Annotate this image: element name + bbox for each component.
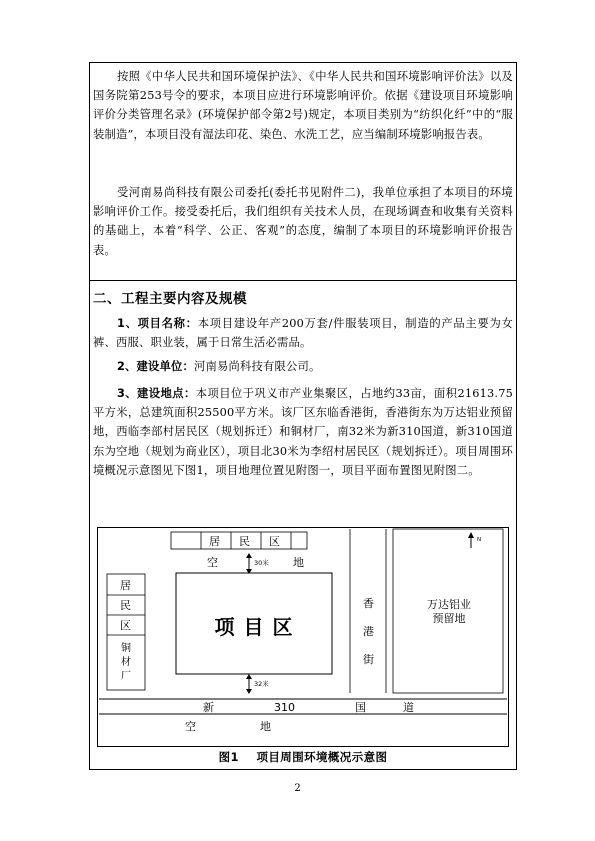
south-open-land-char-2: 地 [260, 720, 271, 733]
north-residential-char-2: 民 [239, 535, 250, 548]
copper-plant-char-3: 厂 [121, 671, 131, 682]
wanda-label-line-2: 预留地 [432, 612, 466, 625]
item-builder-text: 河南易尚科技有限公司。 [194, 360, 321, 373]
item-project-name-label: 1、项目名称： [117, 317, 198, 330]
road-char-1: 新 [203, 701, 214, 714]
north-open-land-char-2: 地 [293, 556, 305, 569]
copper-plant-char-1: 铜 [121, 643, 131, 654]
road-char-3: 国 [355, 701, 366, 714]
north-arrow-label: N [477, 537, 482, 543]
street-char-2: 港 [363, 625, 374, 638]
wanda-reserved-land-block [393, 529, 503, 693]
north-open-land-char-1: 空 [207, 556, 219, 569]
item-builder [93, 357, 513, 376]
west-residential-char-3: 区 [120, 619, 131, 632]
item-location-text: 本项目位于巩义市产业集聚区，占地约33亩，面积21613.75平方米，总建筑面积25500平方米。该厂区东临香港街，香港街东为万达铝业预留地，西临李部村居民区（规划拆迁）和铜材厂，南32米为新310国道，新310国道东为空地（规划为商业区），项目北30米为李绍村居民区（规划拆迁）。项目周围环境概况示意图见下图1，项目地理位置见附图一，项目平面布置图见附图二。 [93, 387, 513, 477]
north-residential-char-1: 居 [209, 535, 220, 548]
south-open-land-char-1: 空 [185, 720, 196, 733]
street-char-1: 香 [363, 597, 374, 610]
paragraph-commission: 受河南易尚科技有限公司委托(委托书见附件二)，我单位承担了本项目的环境影响评价工作。接受委托后，我们组织有关技术人员，在现场调查和收集有关资料的基础上，本着“科学、公正、客观”的态度，编制了本项目的环境影响评价报告表。 [93, 186, 513, 257]
west-residential-char-1: 居 [120, 579, 131, 592]
site-surroundings-diagram [97, 527, 509, 747]
section-heading: 二、工程主要内容及规模 [93, 291, 247, 307]
street-char-3: 街 [363, 653, 374, 666]
south-distance-arrow [246, 674, 252, 694]
north-residential-block [171, 532, 307, 549]
project-area-label: 项 目 区 [214, 615, 294, 639]
figure-caption [89, 749, 517, 765]
north-distance-label: 30米 [254, 559, 269, 567]
road-char-4: 道 [403, 701, 414, 714]
south-distance-label: 32米 [254, 680, 269, 688]
west-residential-block [107, 574, 145, 690]
item-builder-label: 2、建设单位： [117, 360, 195, 373]
west-residential-char-2: 民 [120, 599, 131, 612]
road-char-2: 310 [274, 701, 295, 714]
copper-plant-char-2: 材 [121, 657, 131, 668]
figure-caption-text: 图1 项目周围环境概况示意图 [218, 750, 388, 764]
item-location-label: 3、建设地点： [117, 387, 196, 400]
north-distance-arrow [246, 553, 252, 574]
section-divider [89, 280, 517, 281]
item-location [93, 384, 513, 480]
item-project-name-text: 本项目建设年产200万套/件服装项目，制造的产品主要为女裤、西服、职业装，属于日常生活必需品。 [93, 317, 513, 350]
wanda-label-line-1: 万达铝业 [427, 598, 471, 611]
page-number: 2 [294, 783, 301, 794]
north-residential-char-3: 区 [269, 535, 280, 548]
item-project-name [93, 314, 513, 352]
paragraph-legal-basis: 按照《中华人民共和国环境保护法》、《中华人民共和国环境影响评价法》以及国务院第253号令的要求，本项目应进行环境影响评价。依据《建设项目环境影响评价分类管理名录》(环境保护部令第2号)规定，本项目类别为“纺织化纤”中的“服装制造”，本项目没有湿法印花、染色、水洗工艺，应当编制环境影响报告表。 [93, 70, 513, 141]
